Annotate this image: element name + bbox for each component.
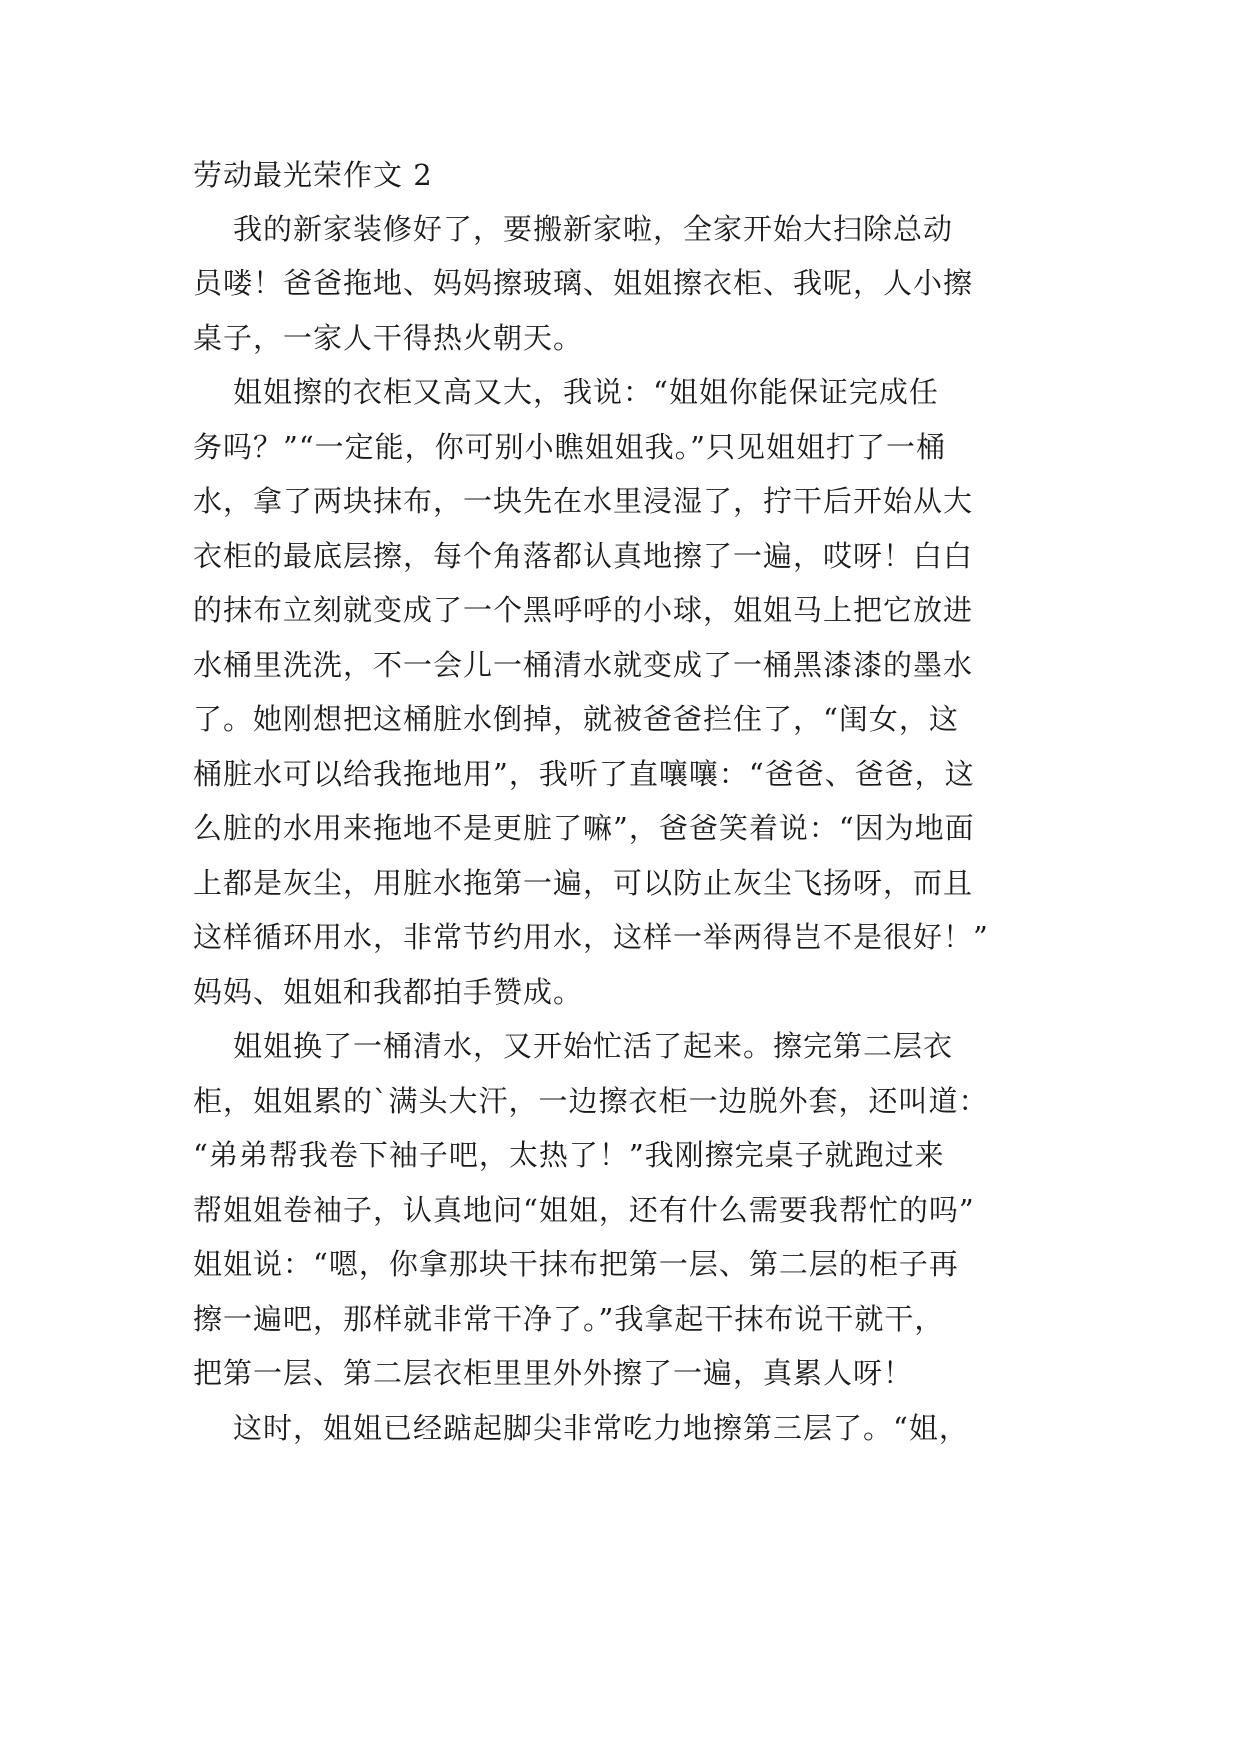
paragraph-line: 姐姐说：“嗯，你拿那块干抹布把第一层、第二层的柜子再: [193, 1247, 959, 1281]
paragraph-line: 把第一层、第二层衣柜里里外外擦了一遍，真累人呀！: [193, 1356, 914, 1390]
paragraph-line: 这时，姐姐已经踮起脚尖非常吃力地擦第三层了。“姐，: [233, 1411, 969, 1445]
paragraph-line: 桌子，一家人干得热火朝天。: [193, 321, 584, 355]
paragraph-line: “弟弟帮我卷下袖子吧，太热了！”我刚擦完桌子就跑过来: [193, 1138, 945, 1172]
paragraph-line: 了。她刚想把这桶脏水倒掉，就被爸爸拦住了，“闺女，这: [193, 702, 959, 736]
paragraph-line: 水，拿了两块抹布，一块先在水里浸湿了，拧干后开始从大: [193, 484, 974, 518]
paragraph-line: 务吗？”“一定能，你可别小瞧姐姐我。”只见姐姐打了一桶: [193, 430, 946, 464]
paragraph-line: 帮姐姐卷袖子，认真地问“姐姐，还有什么需要我帮忙的吗”: [193, 1193, 975, 1227]
paragraph-line: 姐姐擦的衣柜又高又大，我说：“姐姐你能保证完成任: [233, 375, 939, 409]
paragraph-line: 员喽！爸爸拖地、妈妈擦玻璃、姐姐擦衣柜、我呢，人小擦: [193, 266, 974, 300]
document-title: 劳动最光荣作文 2: [193, 158, 433, 192]
paragraph-line: 这样循环用水，非常节约用水，这样一举两得岂不是很好！”: [193, 920, 989, 954]
paragraph-line: 柜，姐姐累的`满头大汗，一边擦衣柜一边脱外套，还叫道：: [193, 1084, 989, 1118]
paragraph-line: 衣柜的最底层擦，每个角落都认真地擦了一遍，哎呀！白白: [193, 539, 974, 573]
paragraph-line: 水桶里洗洗，不一会儿一桶清水就变成了一桶黑漆漆的墨水: [193, 648, 974, 682]
paragraph-line: 擦一遍吧，那样就非常干净了。”我拿起干抹布说干就干，: [193, 1302, 945, 1336]
paragraph-line: 的抹布立刻就变成了一个黑呼呼的小球，姐姐马上把它放进: [193, 593, 974, 627]
paragraph-line: 我的新家装修好了，要搬新家啦，全家开始大扫除总动: [233, 212, 954, 246]
paragraph-line: 妈妈、姐姐和我都拍手赞成。: [193, 975, 584, 1009]
paragraph-line: 姐姐换了一桶清水，又开始忙活了起来。擦完第二层衣: [233, 1029, 954, 1063]
paragraph-line: 上都是灰尘，用脏水拖第一遍，可以防止灰尘飞扬呀，而且: [193, 866, 974, 900]
paragraph-line: 桶脏水可以给我拖地用”，我听了直嚷嚷：“爸爸、爸爸，这: [193, 757, 975, 791]
paragraph-line: 么脏的水用来拖地不是更脏了嘛”，爸爸笑着说：“因为地面: [193, 811, 975, 845]
